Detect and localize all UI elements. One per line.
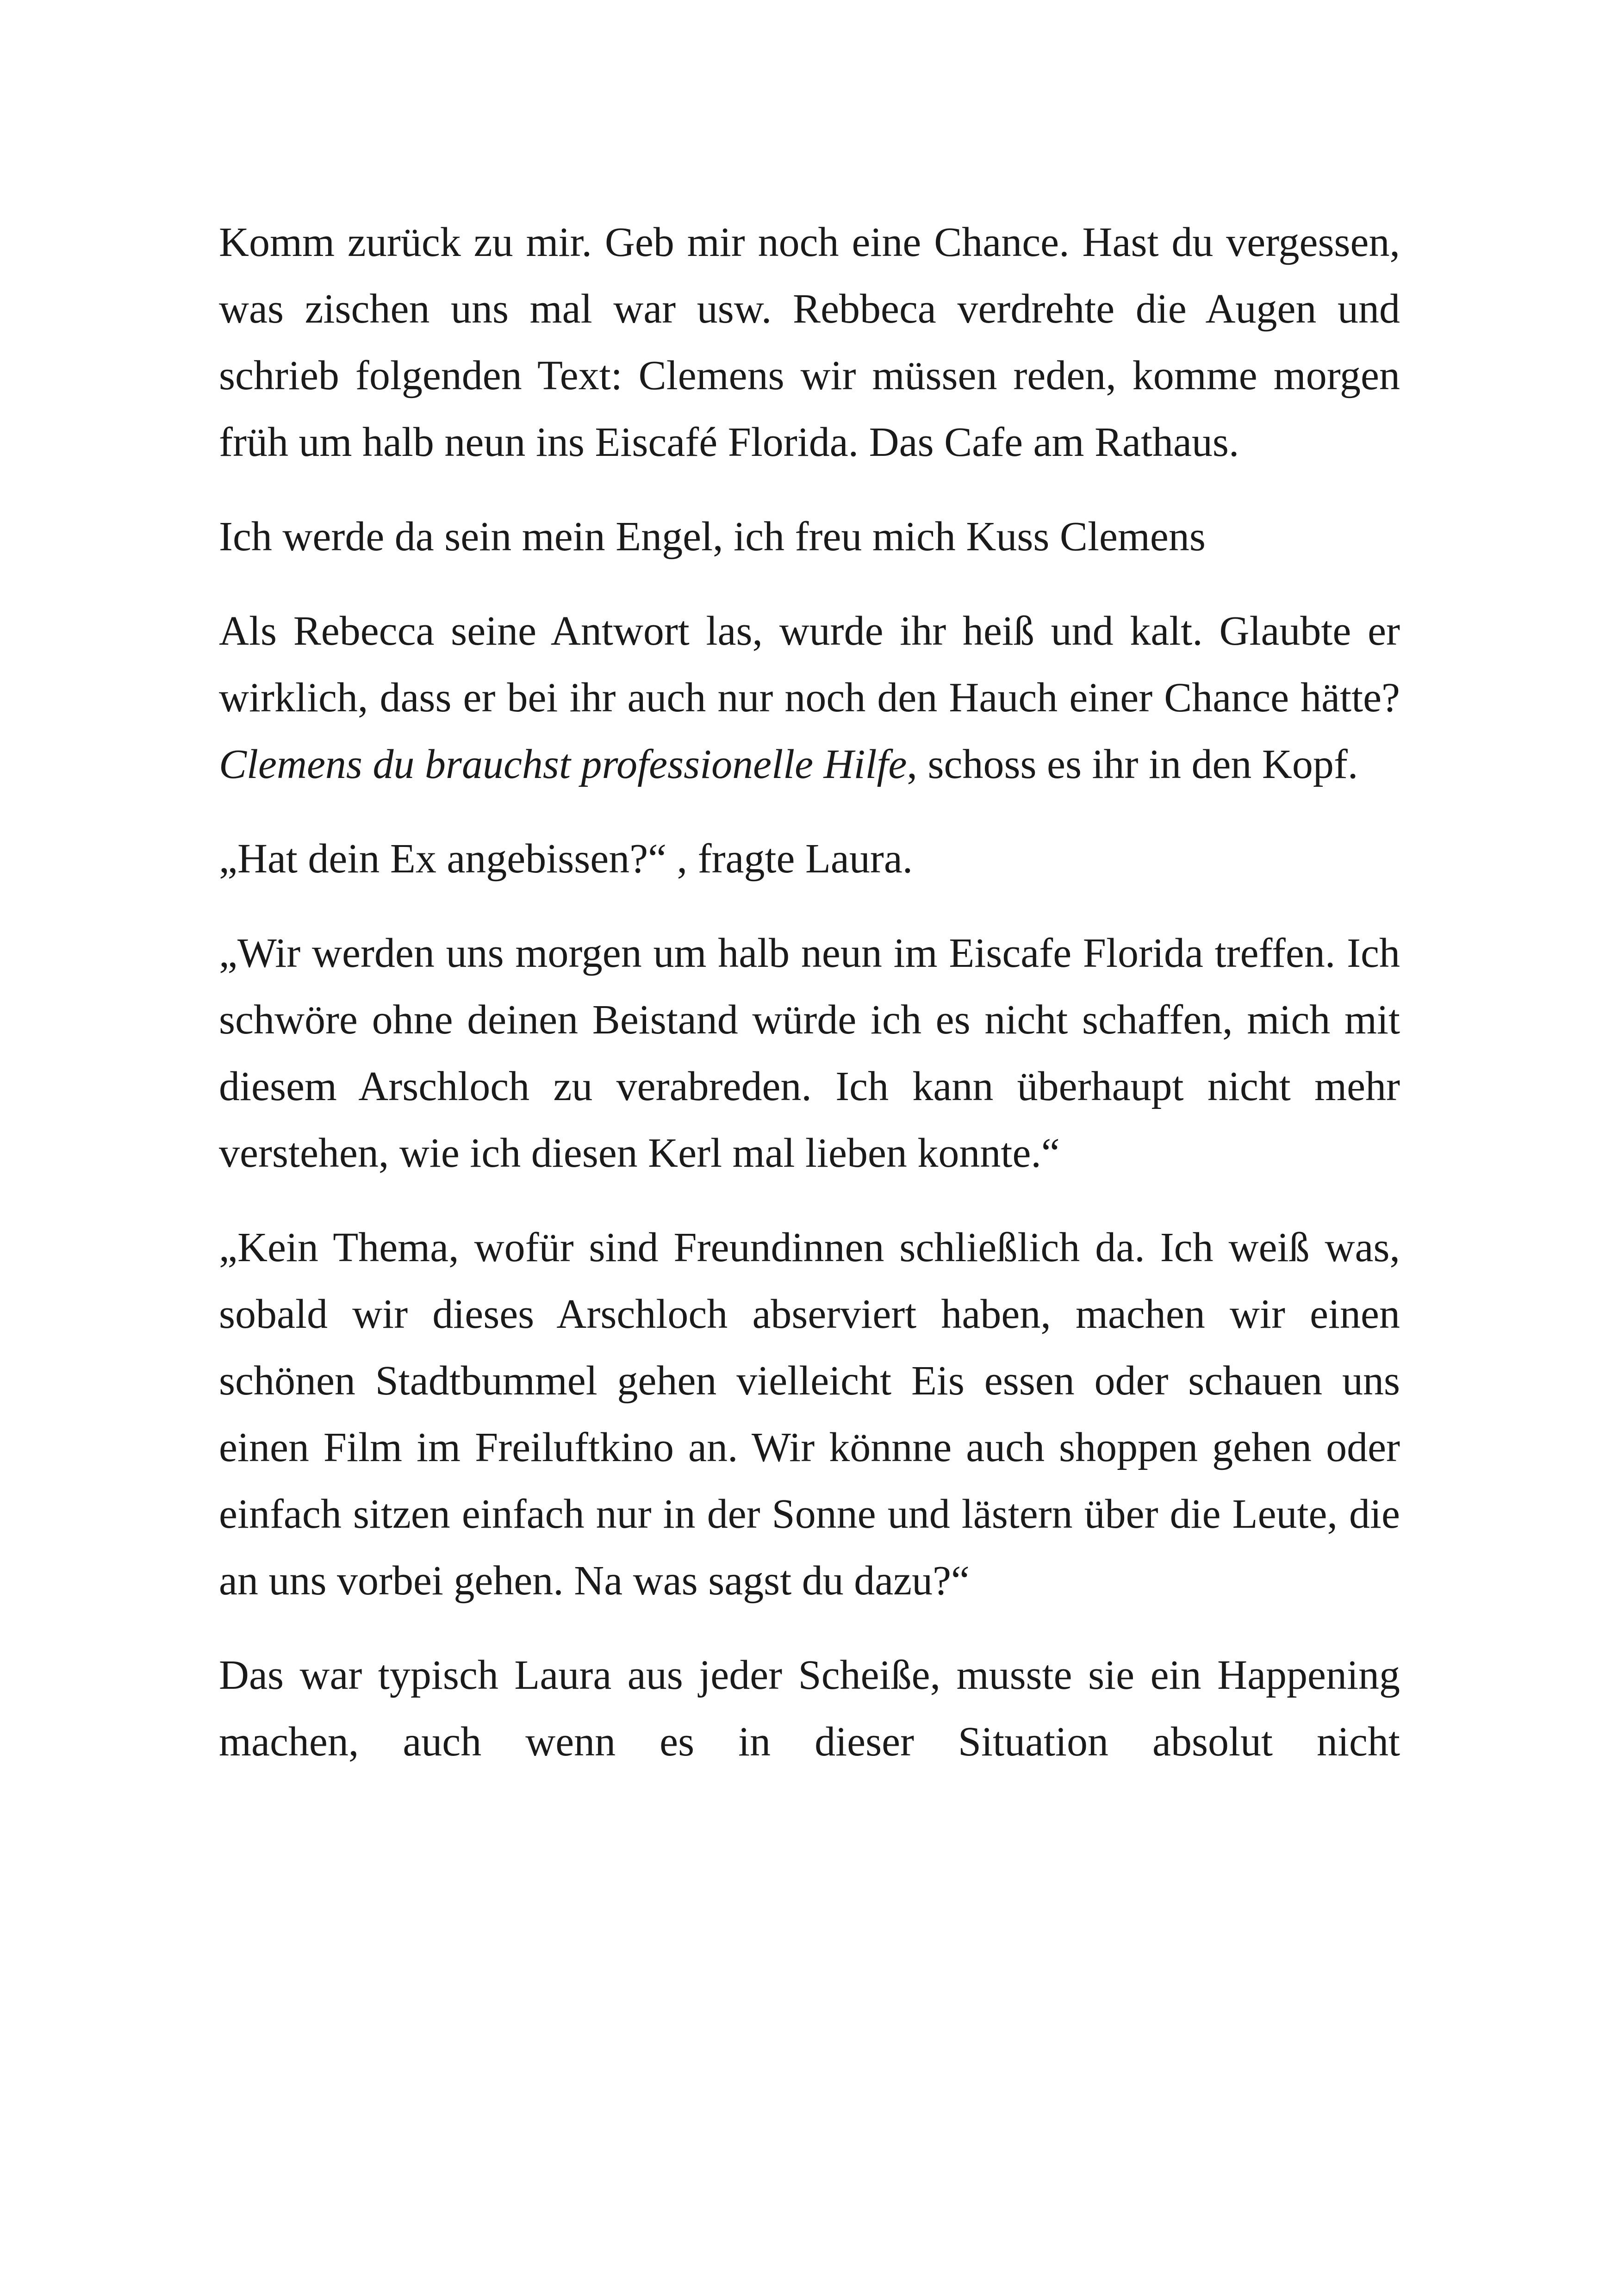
paragraph-6-text: „Kein Thema, wofür sind Freundinnen schließlich da. Ich weiß was, sobald wir dieses Arschloch abserviert haben, machen wir einen schönen Stadtbummel gehen vielleicht Eis essen oder schauen uns einen Film im Freiluftkino an. Wir könnne auch shoppen gehen oder einfach sitzen einfach nur in der Sonne und lästern über die Leute, die an uns vorbei gehen. Na was sagst du dazu?“	[219, 1225, 1400, 1604]
paragraph-3-text-a: Als Rebecca seine Antwort las, wurde ihr heiß und kalt. Glaubte er wirklich, dass er bei ihr auch nur noch den Hauch einer Chance hätte?	[219, 608, 1400, 721]
paragraph-1-text: Komm zurück zu mir. Geb mir noch eine Chance. Hast du vergessen, was zischen uns mal war usw. Rebbeca verdrehte die Augen und schrieb folgenden Text: Clemens wir müssen reden, komme morgen früh um halb neun ins Eiscafé Florida. Das Cafe am Rathaus.	[219, 219, 1400, 465]
paragraph-7-text: Das war typisch Laura aus jeder Scheiße, musste sie ein Happening machen, auch wenn es in dieser Situation absolut nicht	[219, 1652, 1400, 1765]
paragraph-3-text-b: , schoss es ihr in den Kopf.	[907, 741, 1358, 787]
paragraph-7	[219, 1642, 1400, 1775]
paragraph-4-text: „Hat dein Ex angebissen?“ , fragte Laura.	[219, 836, 913, 882]
paragraph-2	[219, 504, 1400, 570]
paragraph-5-text: „Wir werden uns morgen um halb neun im Eiscafe Florida treffen. Ich schwöre ohne deinen Beistand würde ich es nicht schaffen, mich mit diesem Arschloch zu verabreden. Ich kann überhaupt nicht mehr verstehen, wie ich diesen Kerl mal lieben konnte.“	[219, 930, 1400, 1176]
paragraph-5	[219, 920, 1400, 1187]
paragraph-1	[219, 209, 1400, 476]
paragraph-3	[219, 598, 1400, 798]
paragraph-2-text: Ich werde da sein mein Engel, ich freu mich Kuss Clemens	[219, 514, 1206, 560]
paragraph-6	[219, 1214, 1400, 1614]
body-text	[219, 209, 1400, 1803]
paragraph-3-italic-thought: Clemens du brauchst professionelle Hilfe	[219, 741, 907, 787]
paragraph-4	[219, 826, 1400, 892]
